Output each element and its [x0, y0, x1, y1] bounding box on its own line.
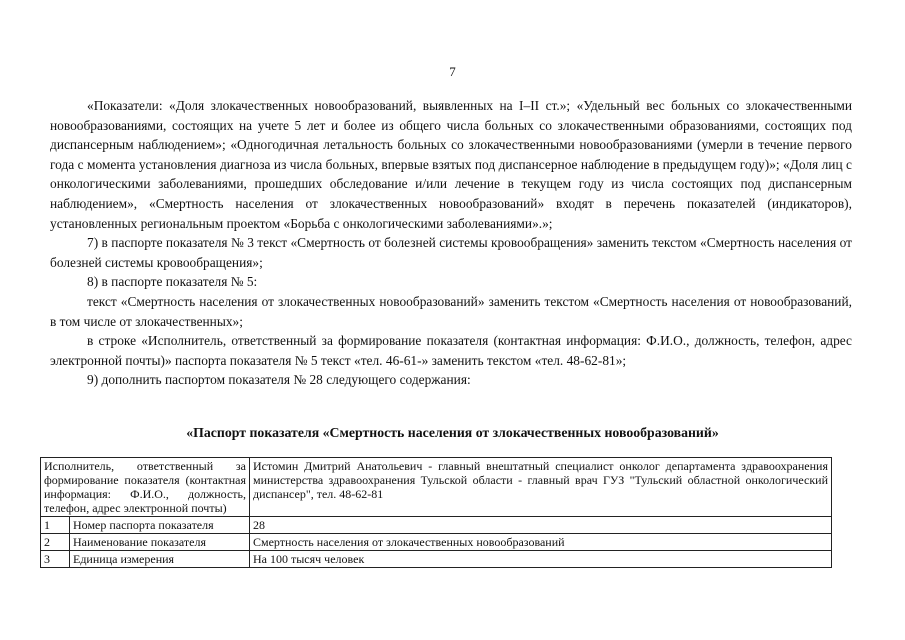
- row-number-cell: 3: [41, 551, 70, 568]
- paragraph: 8) в паспорте показателя № 5:: [87, 274, 258, 290]
- page-number: 7: [449, 64, 456, 79]
- passport-table: [40, 457, 832, 568]
- paragraph: текст «Смертность населения от злокачественных новообразований» заменить текстом «Смертность населения от новообразований, в том числе от злокачественных»;: [50, 293, 852, 329]
- row-value-cell: Смертность населения от злокачественных новообразований: [250, 534, 832, 551]
- row-value-cell: На 100 тысяч человек: [250, 551, 832, 568]
- paragraph: 7) в паспорте показателя № 3 текст «Смертность от болезней системы кровообращения» заменить текстом «Смертность населения от болезней системы кровообращения»;: [50, 235, 852, 270]
- paragraph: 9) дополнить паспортом показателя № 28 следующего содержания:: [87, 372, 471, 388]
- row-name-cell: Единица измерения: [70, 551, 250, 568]
- executor-value-cell: Истомин Дмитрий Анатольевич - главный внештатный специалист онколог департамента здравоохранения министерства здравоохранения Тульской области - главный врач ГУЗ "Тульский областной онкологический диспансер", тел. 48-62-81: [250, 458, 832, 517]
- table-row: [41, 517, 832, 534]
- row-number-cell: 2: [41, 534, 70, 551]
- paragraph: в строке «Исполнитель, ответственный за формирование показателя (контактная информация: Ф.И.О., должность, телефон, адрес электронной почты)» паспорта показателя № 5 текст «тел. 46-61-» заменить текстом «тел. 48-62-81»;: [50, 333, 852, 368]
- row-value-cell: 28: [250, 517, 832, 534]
- table-row: [41, 551, 832, 568]
- table-row: [41, 458, 832, 517]
- executor-label-cell: Исполнитель, ответственный за формирование показателя (контактная информация: Ф.И.О., должность, телефон, адрес электронной почты): [41, 458, 250, 517]
- row-name-cell: Наименование показателя: [70, 534, 250, 551]
- paragraph: «Показатели: «Доля злокачественных новообразований, выявленных на I–II ст.»; «Удельный вес больных со злокачественными новообразованиями, состоящих на учете 5 лет и более из общего числа больных со злокачественными образованиями, состоящих под диспансерным наблюдением»; «Одногодичная летальность больных со злокачественными новообразованиями (умерли в течение первого года с момента установления диагноза из числа больных, впервые взятых под диспансерное наблюдение в предыдущем году)»; «Доля лиц с онкологическими заболеваниями, прошедших обследование и/или лечение в текущем году из числа состоящих под диспансерным наблюдением», «Смертность населения от злокачественных новообразований» входят в перечень показателей (индикаторов), установленных региональным проектом «Борьба с онкологическими заболеваниями».»;: [50, 98, 852, 231]
- table-row: [41, 534, 832, 551]
- passport-heading: «Паспорт показателя «Смертность населения от злокачественных новообразований»: [186, 425, 719, 440]
- document-body: [50, 96, 852, 390]
- row-number-cell: 1: [41, 517, 70, 534]
- row-name-cell: Номер паспорта показателя: [70, 517, 250, 534]
